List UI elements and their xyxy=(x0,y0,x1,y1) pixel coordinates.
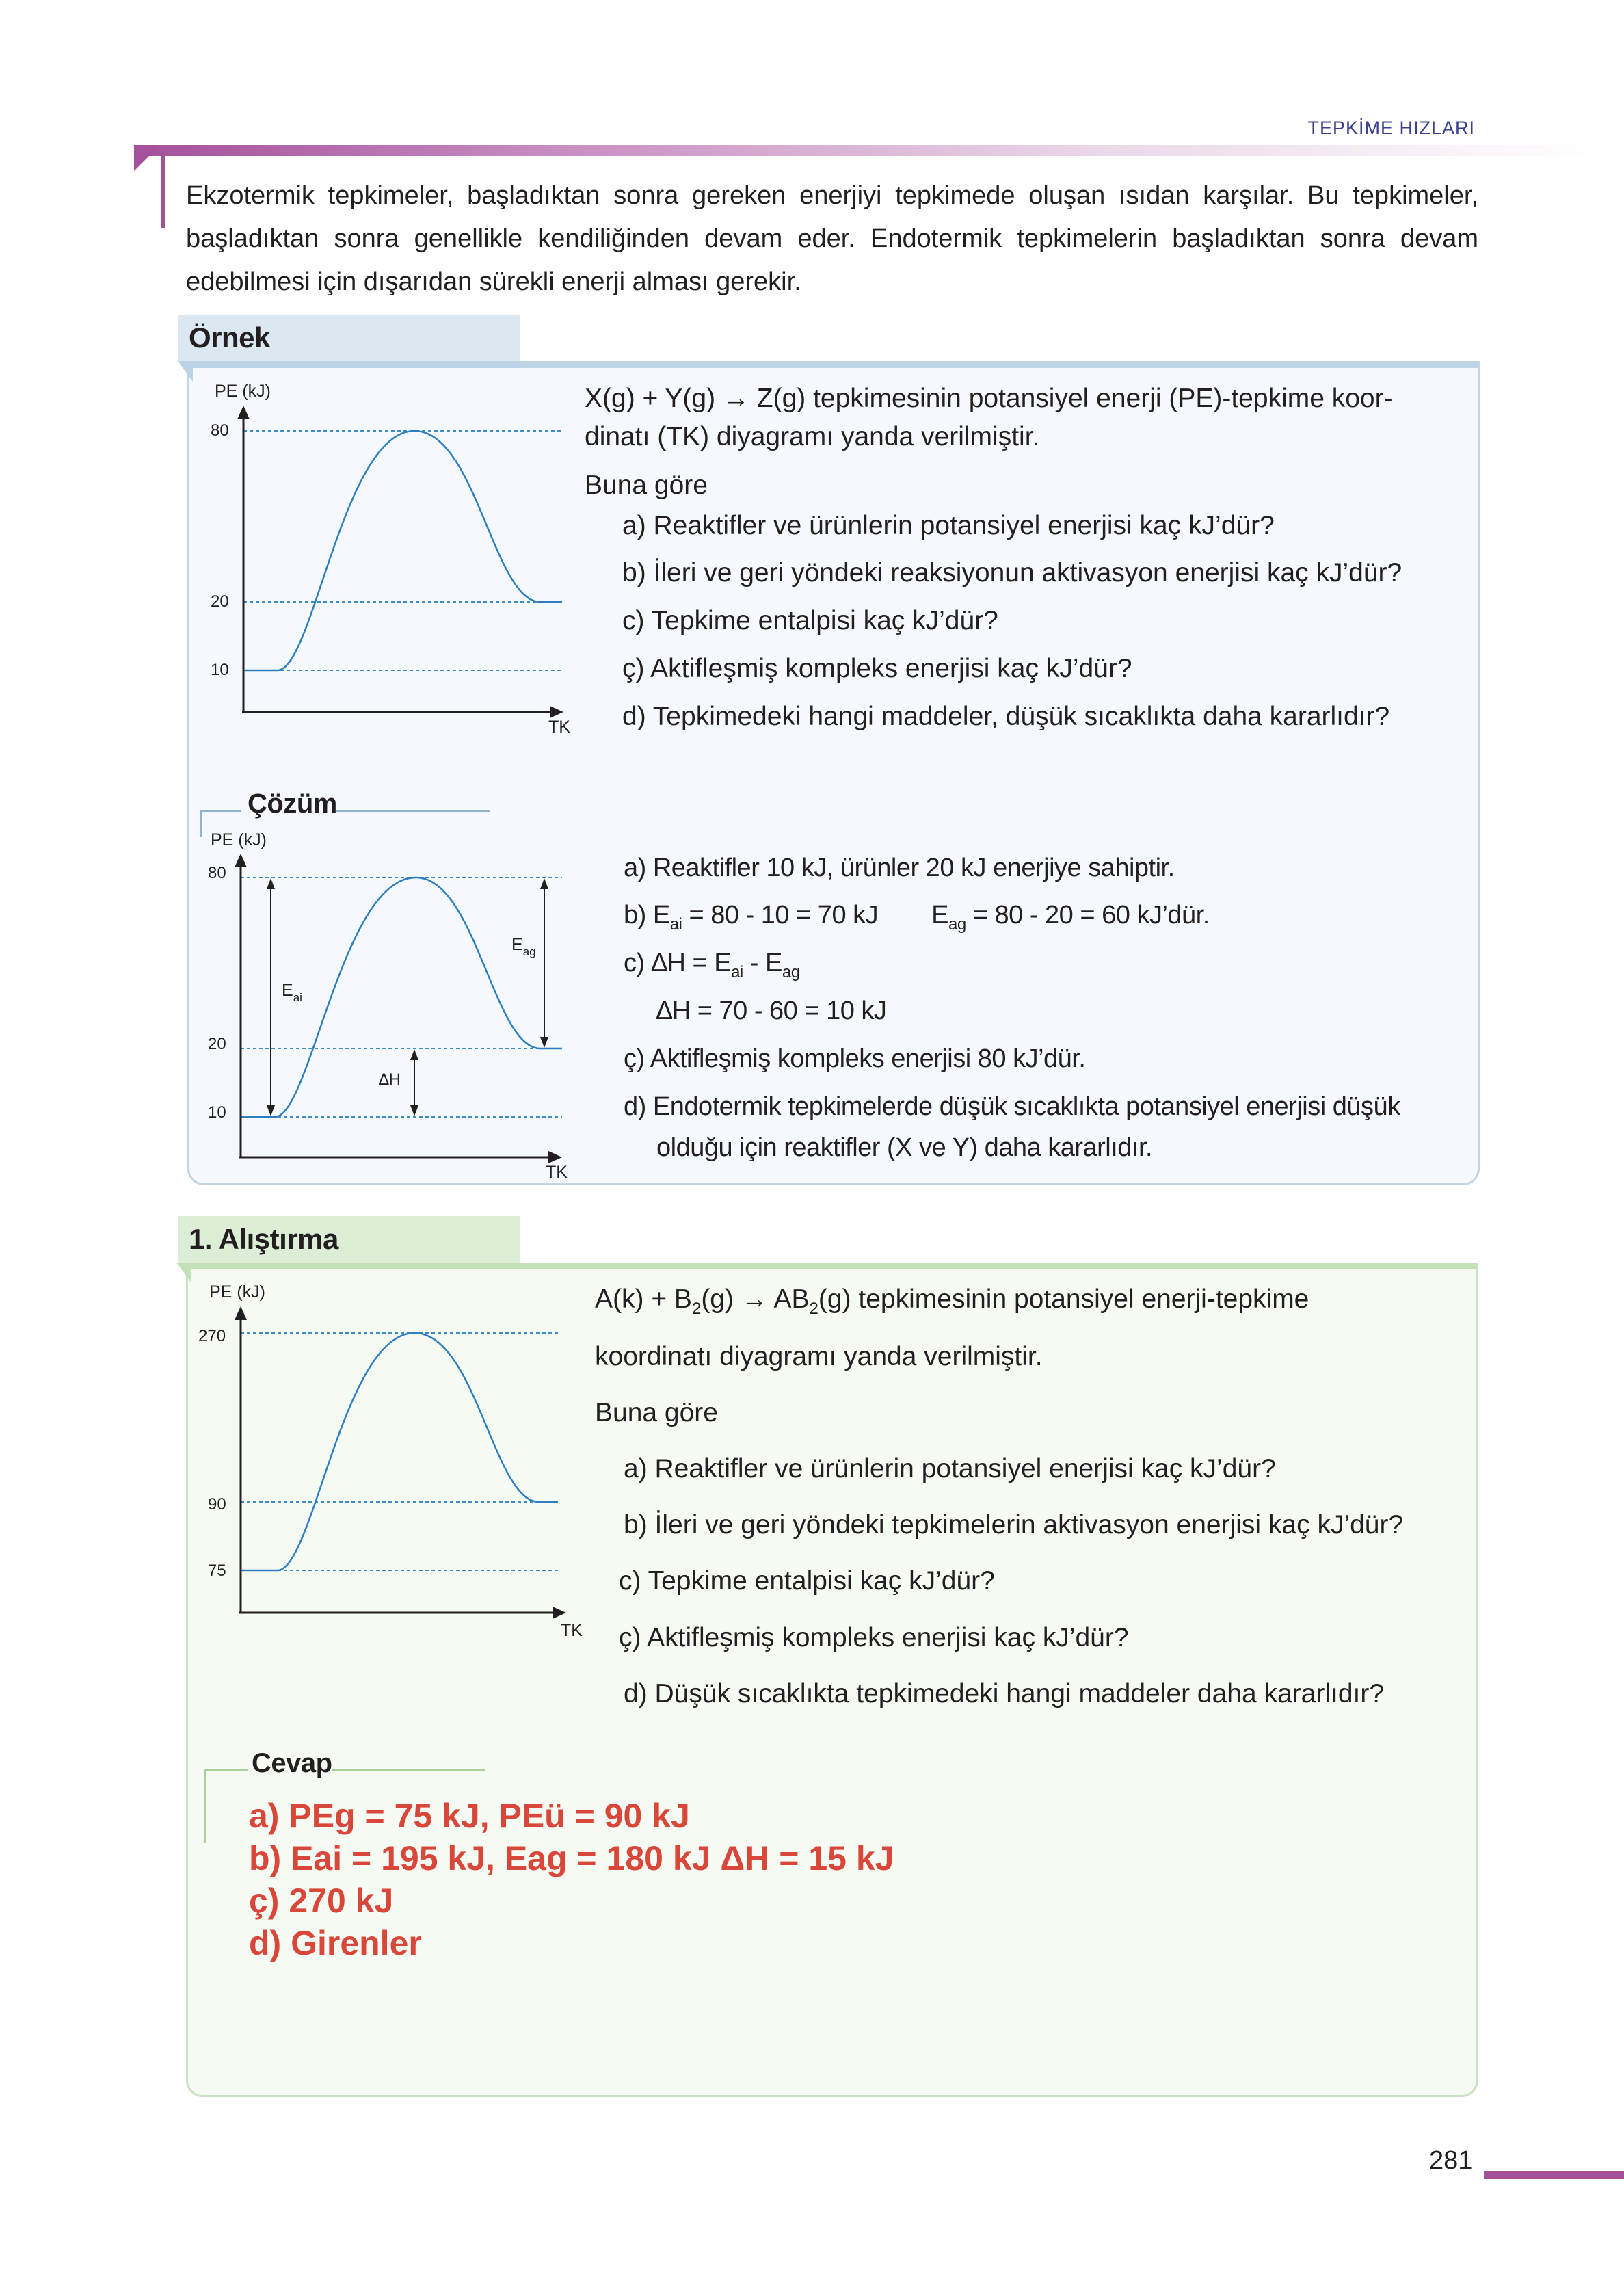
intro-paragraph: Ekzotermik tepkimeler, başladıktan sonra gereken enerjiyi tepkimede oluşan ısıdan karşılar. Bu tepkimeler, başladıktan sonra genellikle kendiliğinden devam eder. Endotermik tepkimelerin başladıktan sonra devam edebilmesi için dışarıdan sürekli enerji alması gerekir. xyxy=(186,181,1478,296)
example-panel-corner xyxy=(178,361,193,382)
answer-line: d) Girenler xyxy=(249,1924,422,1962)
tick-label: 10 xyxy=(211,661,229,679)
solution-cc: ç) Aktifleşmiş kompleks enerjisi 80 kJ’dür. xyxy=(624,1044,1086,1073)
x-axis-label: TK xyxy=(561,1621,583,1640)
tick-label: 10 xyxy=(208,1103,226,1122)
solution-d1: d) Endotermik tepkimelerde düşük sıcaklıkta potansiyel enerjisi düşük xyxy=(624,1092,1400,1121)
answer-title: Cevap xyxy=(252,1748,332,1778)
y-axis-arrow xyxy=(235,1306,247,1320)
exercise-question-line2: koordinatı diyagramı yanda verilmiştir. xyxy=(595,1342,1043,1371)
solution-d2: olduğu için reaktifler (X ve Y) daha kararlıdır. xyxy=(656,1133,1153,1162)
tick-label: 75 xyxy=(208,1561,226,1580)
tick-label: 270 xyxy=(198,1327,226,1345)
tick-label: 80 xyxy=(208,864,226,882)
example-question-item: d) Tepkimedeki hangi maddeler, düşük sıcaklıkta daha kararlıdır? xyxy=(622,702,1390,731)
example-question-item: a) Reaktifler ve ürünlerin potansiyel enerjisi kaç kJ’dür? xyxy=(622,511,1275,540)
tick-label: 90 xyxy=(208,1495,226,1514)
energy-curve xyxy=(245,431,562,670)
dh-label: ∆H xyxy=(379,1070,401,1089)
solution-c: c) $\Delta H = E_{ai} - E_{ag}$ xyxy=(624,949,800,981)
solution-chart xyxy=(193,823,589,1186)
page-accent-bar xyxy=(1484,2171,1624,2179)
solution-title: Çözüm xyxy=(248,789,337,819)
answer-line: ç) 270 kJ xyxy=(249,1882,394,1920)
top-accent-bar xyxy=(134,145,1597,156)
y-axis-arrow xyxy=(237,406,250,419)
example-question-item: c) Tepkime entalpisi kaç kJ’dür? xyxy=(622,606,998,635)
section-title: TEPKİME HIZLARI xyxy=(1307,118,1475,138)
solution-a: a) Reaktifler 10 kJ, ürünler 20 kJ enerjiye sahiptir. xyxy=(624,854,1175,882)
tick-label: 80 xyxy=(211,421,229,440)
x-axis-arrow xyxy=(550,706,563,718)
answer-line: a) PEg = 75 kJ, PEü = 90 kJ xyxy=(249,1797,690,1835)
exercise-question-item: c) Tepkime entalpisi kaç kJ’dür? xyxy=(619,1566,995,1596)
eag-arrow-head xyxy=(540,878,548,889)
dh-arrow-head xyxy=(410,1049,418,1060)
eag-label: $E_{ag}$ xyxy=(511,935,536,958)
x-axis-label: TK xyxy=(548,717,570,737)
x-axis-arrow xyxy=(548,1151,562,1163)
page-number: 281 xyxy=(1429,2146,1473,2175)
dh-arrow-head xyxy=(410,1105,418,1116)
example-question-line2: dinatı (TK) diyagramı yanda verilmiştir. xyxy=(585,422,1040,451)
example-tab: Örnek xyxy=(178,315,520,361)
intro-accent-line xyxy=(161,152,165,228)
y-axis-label: PE (kJ) xyxy=(209,1282,265,1302)
top-accent-notch xyxy=(134,145,160,171)
example-chart xyxy=(198,380,581,742)
x-axis-label: TK xyxy=(546,1163,568,1182)
example-question-item: ç) Aktifleşmiş kompleks enerjisi kaç kJ’dür? xyxy=(622,654,1132,683)
y-axis-label: PE (kJ) xyxy=(211,830,267,849)
eag-arrow-head xyxy=(540,1037,548,1048)
exercise-panel-corner xyxy=(176,1263,191,1283)
eai-label: $E_{ai}$ xyxy=(282,981,302,1004)
example-question-line1: X(g) + Y(g) → Z(g) tepkimesinin potansiyel enerji (PE)-tepkime koor- xyxy=(585,384,1393,413)
y-axis-arrow xyxy=(235,854,247,867)
exercise-chart xyxy=(191,1278,595,1640)
x-axis-arrow xyxy=(553,1607,566,1619)
exercise-tab: 1. Alıştırma xyxy=(178,1216,520,1263)
eai-arrow-head xyxy=(267,1105,275,1116)
exercise-question-item: b) İleri ve geri yöndeki tepkimelerin aktivasyon enerjisi kaç kJ’dür? xyxy=(624,1510,1404,1540)
tick-label: 20 xyxy=(211,592,229,611)
solution-b: b) $E_{ai} = 80 - 10 = 70$ kJ $E_{ag} = 80 - 20 = 60$ kJ’dür. xyxy=(624,901,1210,934)
answer-line: b) Eai = 195 kJ, Eag = 180 kJ ΔH = 15 kJ xyxy=(249,1839,894,1877)
solution-c2: ∆H = 70 - 60 = 10 kJ xyxy=(656,997,887,1025)
energy-curve xyxy=(242,1333,558,1570)
exercise-question-item: ç) Aktifleşmiş kompleks enerjisi kaç kJ’dür? xyxy=(619,1623,1129,1652)
example-question-lead: Buna göre xyxy=(585,471,708,500)
y-axis-label: PE (kJ) xyxy=(215,382,271,401)
example-question-item: b) İleri ve geri yöndeki reaksiyonun aktivasyon enerjisi kaç kJ’dür? xyxy=(622,558,1402,588)
tick-label: 20 xyxy=(208,1035,226,1053)
exercise-question-lead: Buna göre xyxy=(595,1398,718,1427)
exercise-question-item: a) Reaktifler ve ürünlerin potansiyel enerjisi kaç kJ’dür? xyxy=(624,1454,1276,1483)
eai-arrow-head xyxy=(267,878,275,889)
exercise-question-line1: $A(k) + B_2(g) \to AB_2(g)$ tepkimesinin potansiyel enerji-tepkime xyxy=(595,1284,1309,1318)
exercise-question-item: d) Düşük sıcaklıkta tepkimedeki hangi maddeler daha kararlıdır? xyxy=(624,1679,1385,1708)
